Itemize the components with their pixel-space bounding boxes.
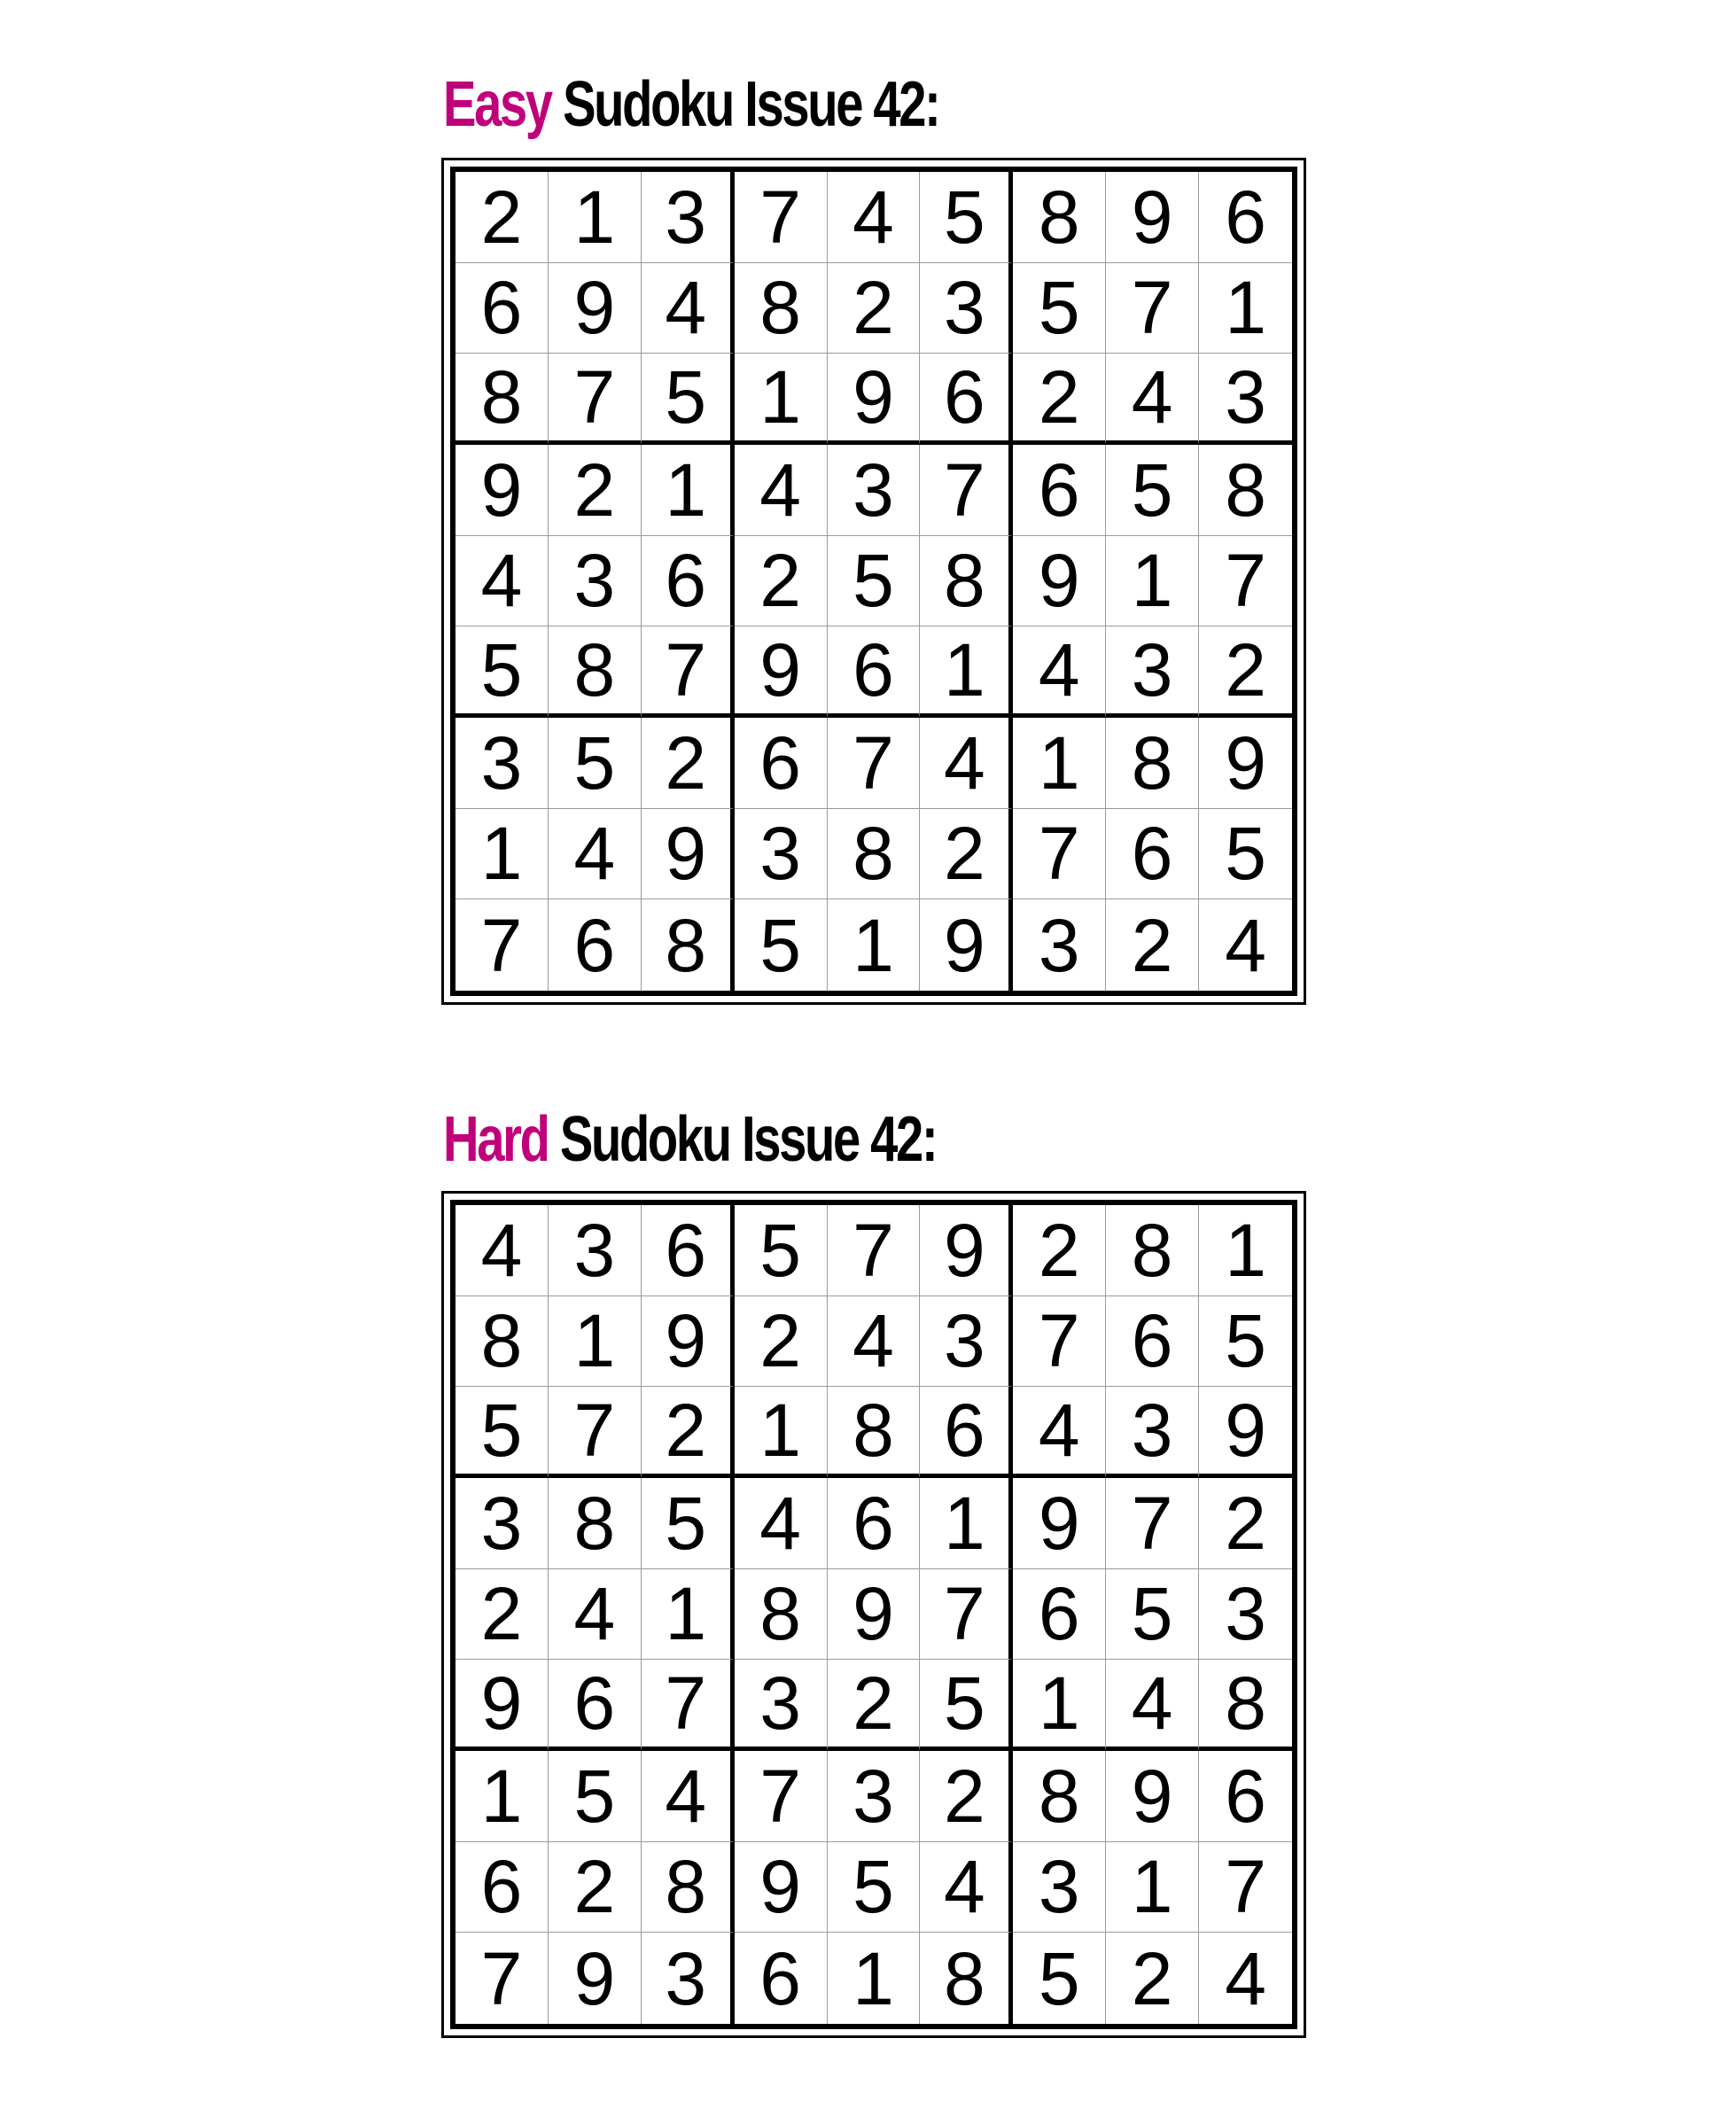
sudoku-cell: 6 [549, 1660, 642, 1751]
sudoku-cell: 9 [735, 1842, 828, 1933]
sudoku-cell: 9 [1199, 718, 1292, 809]
sudoku-cell: 4 [1106, 1660, 1199, 1751]
sudoku-cell: 2 [828, 263, 921, 354]
sudoku-cell: 1 [920, 626, 1013, 718]
sudoku-cell: 4 [828, 172, 921, 263]
sudoku-cell: 9 [828, 1569, 921, 1661]
sudoku-cell: 3 [735, 1660, 828, 1751]
sudoku-cell: 4 [1225, 1936, 1266, 2020]
sudoku-cell: 7 [735, 1751, 828, 1842]
sudoku-cell: 7 [549, 1387, 642, 1478]
sudoku-cell: 9 [735, 626, 828, 718]
sudoku-cell: 3 [920, 263, 1013, 354]
sudoku-cell: 5 [735, 1205, 828, 1296]
sudoku-cell: 7 [920, 445, 1013, 536]
sudoku-cell: 6 [642, 1205, 735, 1296]
sudoku-cell: 6 [828, 1478, 921, 1569]
sudoku-cell: 7 [1013, 1296, 1106, 1388]
sudoku-cell: 9 [455, 445, 549, 536]
sudoku-cell: 8 [828, 1387, 921, 1478]
sudoku-cell: 4 [455, 536, 549, 627]
sudoku-cell: 1 [1013, 1660, 1106, 1751]
sudoku-cell: 9 [1013, 536, 1106, 627]
sudoku-cell: 9 [1199, 1387, 1292, 1478]
title-level-hard: Hard [443, 1104, 549, 1175]
sudoku-cell: 2 [1013, 1205, 1106, 1296]
sudoku-cell: 5 [828, 1842, 921, 1933]
sudoku-cell: 7 [828, 718, 921, 809]
sudoku-cell: 7 [1199, 1842, 1292, 1933]
sudoku-cell: 6 [1106, 1296, 1199, 1388]
sudoku-cell: 3 [828, 1751, 921, 1842]
sudoku-cell: 2 [1013, 354, 1106, 445]
sudoku-cell: 2 [455, 172, 549, 263]
sudoku-cell: 5 [1199, 1296, 1292, 1388]
sudoku-cell: 6 [1013, 445, 1106, 536]
sudoku-cell: 4 [642, 1751, 735, 1842]
sudoku-cell: 9 [920, 1205, 1013, 1296]
sudoku-cell: 3 [1199, 1569, 1292, 1661]
sudoku-cell: 3 [1013, 1842, 1106, 1933]
sudoku-cell: 4 [1013, 626, 1106, 718]
sudoku-cell: 1 [735, 354, 828, 445]
sudoku-cell: 8 [642, 899, 735, 991]
sudoku-cell: 2 [1106, 1933, 1199, 2024]
title-text: Sudoku Issue 42: [548, 1104, 937, 1175]
sudoku-cell: 3 [455, 1478, 549, 1569]
sudoku-cell: 2 [455, 1569, 549, 1661]
sudoku-cell: 1 [1013, 718, 1106, 809]
sudoku-cell: 7 [549, 354, 642, 445]
hard-sudoku-grid-frame [441, 1191, 1306, 2038]
sudoku-cell: 4 [455, 1205, 549, 1296]
sudoku-cell: 8 [1199, 1660, 1292, 1751]
sudoku-cell: 6 [1106, 809, 1199, 900]
sudoku-cell: 5 [1199, 809, 1292, 900]
sudoku-cell: 2 [735, 536, 828, 627]
sudoku-cell: 5 [642, 1478, 735, 1569]
sudoku-cell: 4 [735, 445, 828, 536]
sudoku-cell: 7 [828, 1205, 921, 1296]
sudoku-cell: 7 [1013, 809, 1106, 900]
sudoku-cell: 3 [549, 536, 642, 627]
easy-sudoku-title [443, 69, 939, 140]
sudoku-cell: 5 [455, 1387, 549, 1478]
sudoku-cell: 6 [455, 263, 549, 354]
sudoku-cell: 8 [1013, 172, 1106, 263]
sudoku-cell: 9 [549, 1933, 642, 2024]
sudoku-cell: 7 [1106, 1478, 1199, 1569]
sudoku-cell: 8 [920, 1933, 1013, 2024]
sudoku-cell: 5 [549, 1751, 642, 1842]
sudoku-cell: 9 [1106, 172, 1199, 263]
sudoku-cell: 1 [920, 1478, 1013, 1569]
sudoku-cell: 5 [920, 1660, 1013, 1751]
sudoku-cell: 5 [735, 899, 828, 991]
sudoku-cell: 6 [828, 626, 921, 718]
sudoku-cell: 5 [1106, 445, 1199, 536]
sudoku-cell: 6 [1199, 1751, 1292, 1842]
sudoku-cell: 2 [642, 718, 735, 809]
sudoku-cell: 6 [1199, 172, 1292, 263]
sudoku-cell: 8 [828, 809, 921, 900]
sudoku-cell: 4 [1106, 354, 1199, 445]
sudoku-cell: 8 [735, 1569, 828, 1661]
sudoku-cell: 8 [1106, 1205, 1199, 1296]
sudoku-cell: 1 [1106, 536, 1199, 627]
sudoku-cell: 1 [828, 899, 921, 991]
title-level-easy: Easy [443, 69, 551, 140]
sudoku-cell: 6 [549, 899, 642, 991]
sudoku-cell: 3 [735, 809, 828, 900]
sudoku-cell: 1 [455, 809, 549, 900]
sudoku-cell: 3 [1106, 1387, 1199, 1478]
sudoku-cell: 9 [828, 354, 921, 445]
sudoku-cell: 2 [549, 1842, 642, 1933]
sudoku-cell: 7 [1106, 263, 1199, 354]
sudoku-cell: 6 [920, 354, 1013, 445]
sudoku-cell: 6 [455, 1842, 549, 1933]
sudoku-cell: 7 [642, 626, 735, 718]
sudoku-cell: 5 [455, 626, 549, 718]
sudoku-cell: 1 [549, 172, 642, 263]
sudoku-cell: 5 [1013, 263, 1106, 354]
sudoku-cell: 4 [1013, 1387, 1106, 1478]
sudoku-cell: 6 [1013, 1569, 1106, 1661]
easy-sudoku-grid-frame [441, 158, 1306, 1005]
sudoku-cell: 5 [549, 718, 642, 809]
sudoku-cell: 3 [642, 172, 735, 263]
sudoku-cell: 2 [920, 809, 1013, 900]
sudoku-cell: 8 [642, 1842, 735, 1933]
sudoku-cell: 5 [828, 536, 921, 627]
sudoku-cell: 2 [1199, 626, 1292, 718]
sudoku-cell: 1 [735, 1387, 828, 1478]
sudoku-cell: 7 [455, 1933, 549, 2024]
sudoku-cell: 5 [920, 172, 1013, 263]
sudoku-cell: 8 [549, 626, 642, 718]
sudoku-cell: 1 [1199, 1205, 1292, 1296]
sudoku-cell: 2 [735, 1296, 828, 1388]
sudoku-cell: 8 [455, 1296, 549, 1388]
sudoku-cell: 3 [1199, 354, 1292, 445]
sudoku-cell: 9 [920, 899, 1013, 991]
sudoku-cell: 3 [920, 1296, 1013, 1388]
sudoku-cell: 9 [549, 263, 642, 354]
sudoku-cell: 1 [642, 445, 735, 536]
sudoku-cell: 4 [828, 1296, 921, 1388]
easy-sudoku-grid [450, 167, 1297, 996]
sudoku-cell: 9 [642, 809, 735, 900]
hard-sudoku-title [443, 1104, 937, 1175]
sudoku-cell: 2 [1199, 1478, 1292, 1569]
sudoku-cell: 3 [642, 1933, 735, 2024]
sudoku-cell: 8 [1013, 1751, 1106, 1842]
sudoku-cell: 4 [549, 1569, 642, 1661]
sudoku-cell: 1 [1199, 263, 1292, 354]
sudoku-cell: 1 [455, 1751, 549, 1842]
sudoku-cell: 4 [549, 809, 642, 900]
sudoku-cell: 5 [642, 354, 735, 445]
sudoku-cell: 7 [455, 899, 549, 991]
sudoku-cell: 2 [828, 1660, 921, 1751]
sudoku-cell: 4 [642, 263, 735, 354]
sudoku-cell: 5 [1106, 1569, 1199, 1661]
sudoku-cell: 8 [920, 536, 1013, 627]
sudoku-cell: 6 [920, 1387, 1013, 1478]
sudoku-cell: 2 [920, 1751, 1013, 1842]
sudoku-cell: 9 [642, 1296, 735, 1388]
sudoku-cell: 8 [1106, 718, 1199, 809]
sudoku-cell: 9 [455, 1660, 549, 1751]
sudoku-cell: 4 [920, 1842, 1013, 1933]
sudoku-cell: 6 [642, 536, 735, 627]
sudoku-cell: 8 [455, 354, 549, 445]
sudoku-cell: 4 [735, 1478, 828, 1569]
sudoku-cell: 9 [1106, 1751, 1199, 1842]
sudoku-cell: 6 [735, 718, 828, 809]
sudoku-cell: 1 [828, 1933, 921, 2024]
sudoku-cell: 4 [920, 718, 1013, 809]
sudoku-cell: 3 [549, 1205, 642, 1296]
sudoku-cell: 2 [1106, 899, 1199, 991]
sudoku-cell: 4 [1225, 903, 1266, 987]
sudoku-cell: 8 [1199, 445, 1292, 536]
sudoku-cell: 1 [549, 1296, 642, 1388]
sudoku-cell: 7 [920, 1569, 1013, 1661]
sudoku-cell: 3 [1013, 899, 1106, 991]
sudoku-cell: 1 [1106, 1842, 1199, 1933]
sudoku-cell: 3 [1106, 626, 1199, 718]
sudoku-cell: 8 [735, 263, 828, 354]
sudoku-cell: 2 [642, 1387, 735, 1478]
sudoku-cell: 1 [642, 1569, 735, 1661]
sudoku-cell: 7 [735, 172, 828, 263]
hard-sudoku-grid [450, 1200, 1297, 2029]
sudoku-cell: 2 [549, 445, 642, 536]
sudoku-cell: 8 [549, 1478, 642, 1569]
sudoku-cell: 7 [642, 1660, 735, 1751]
sudoku-cell: 9 [1013, 1478, 1106, 1569]
sudoku-cell: 5 [1013, 1933, 1106, 2024]
sudoku-cell: 3 [828, 445, 921, 536]
sudoku-cell: 3 [455, 718, 549, 809]
sudoku-cell: 7 [1199, 536, 1292, 627]
title-text: Sudoku Issue 42: [550, 69, 939, 140]
sudoku-cell: 6 [735, 1933, 828, 2024]
